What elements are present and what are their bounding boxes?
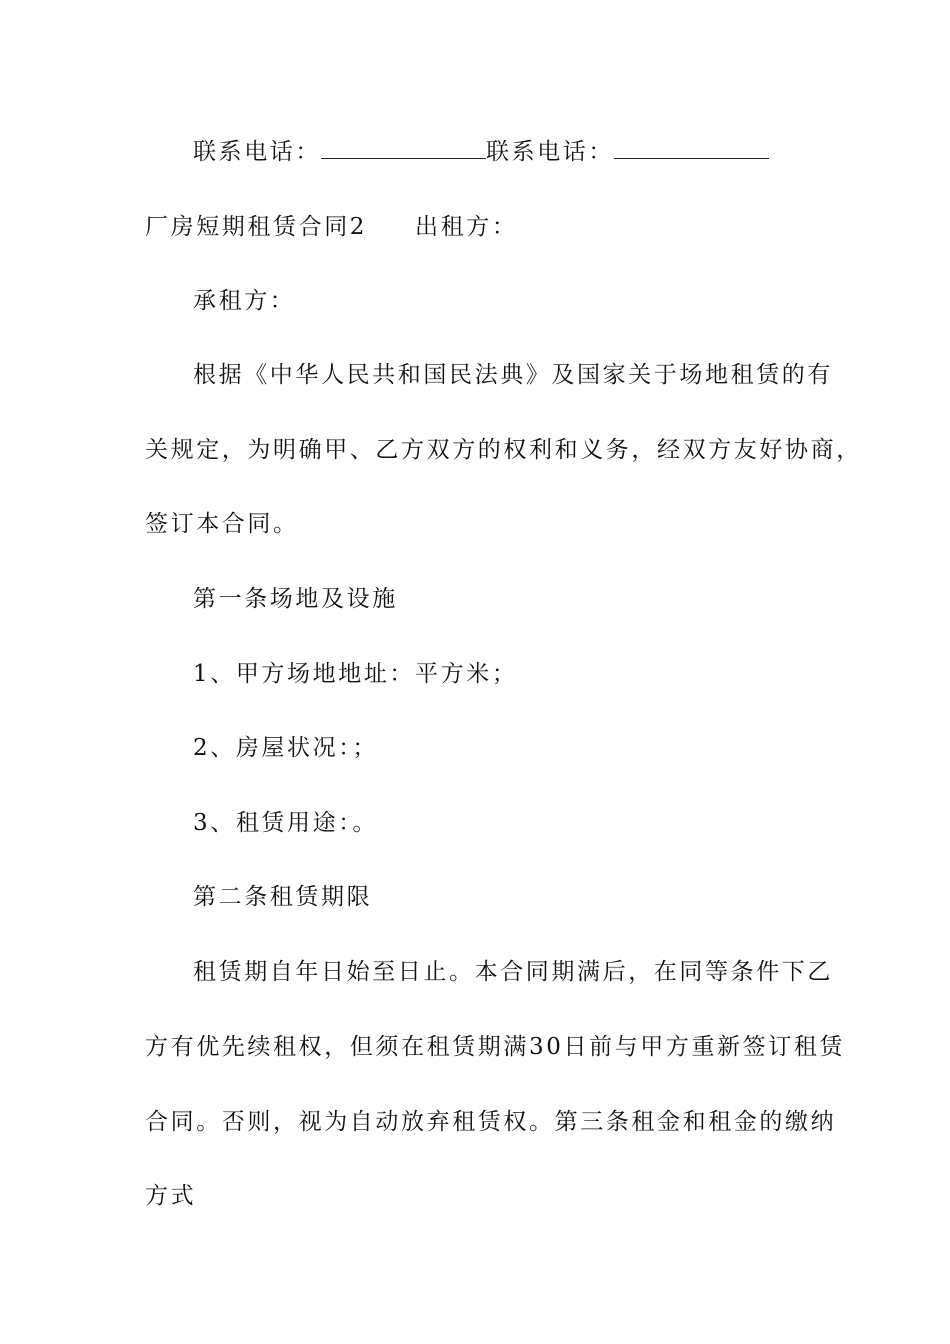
article-2-line-2: 方有优先续租权，但须在租赁期满30日前与甲方重新签订租赁 bbox=[145, 1034, 846, 1060]
article-2-line-4: 方式 bbox=[145, 1183, 197, 1209]
lessor-label: 出租方： bbox=[415, 214, 518, 240]
intro-line-1: 根据《中华人民共和国民法典》及国家关于场地租赁的有 bbox=[193, 362, 833, 388]
lessee-label: 承租方： bbox=[193, 288, 296, 314]
contact-phone-label-1: 联系电话： bbox=[193, 139, 321, 165]
article-1-title: 第一条场地及设施 bbox=[193, 586, 398, 612]
contact-phone-blank-2[interactable] bbox=[614, 136, 769, 159]
article-2-title: 第二条租赁期限 bbox=[193, 884, 373, 910]
contract-title: 厂房短期租赁合同2 bbox=[145, 214, 368, 240]
contract-heading-row bbox=[145, 211, 815, 243]
article-1-item-3: 3、租赁用途：。 bbox=[193, 810, 378, 836]
article-1-item-1: 1、甲方场地地址：平方米； bbox=[193, 661, 518, 687]
article-2-line-1: 租赁期自年日始至日止。本合同期满后，在同等条件下乙 bbox=[193, 959, 833, 985]
contact-phone-row bbox=[193, 136, 863, 168]
article-2-line-3: 合同。否则，视为自动放弃租赁权。第三条租金和租金的缴纳 bbox=[145, 1109, 837, 1135]
contact-phone-blank-1[interactable] bbox=[321, 136, 486, 159]
article-1-item-2: 2、房屋状况：； bbox=[193, 735, 378, 761]
intro-line-2: 关规定，为明确甲、乙方双方的权利和义务，经双方友好协商， bbox=[145, 437, 862, 463]
intro-line-3: 签订本合同。 bbox=[145, 511, 299, 537]
contact-phone-label-2: 联系电话： bbox=[486, 139, 614, 165]
